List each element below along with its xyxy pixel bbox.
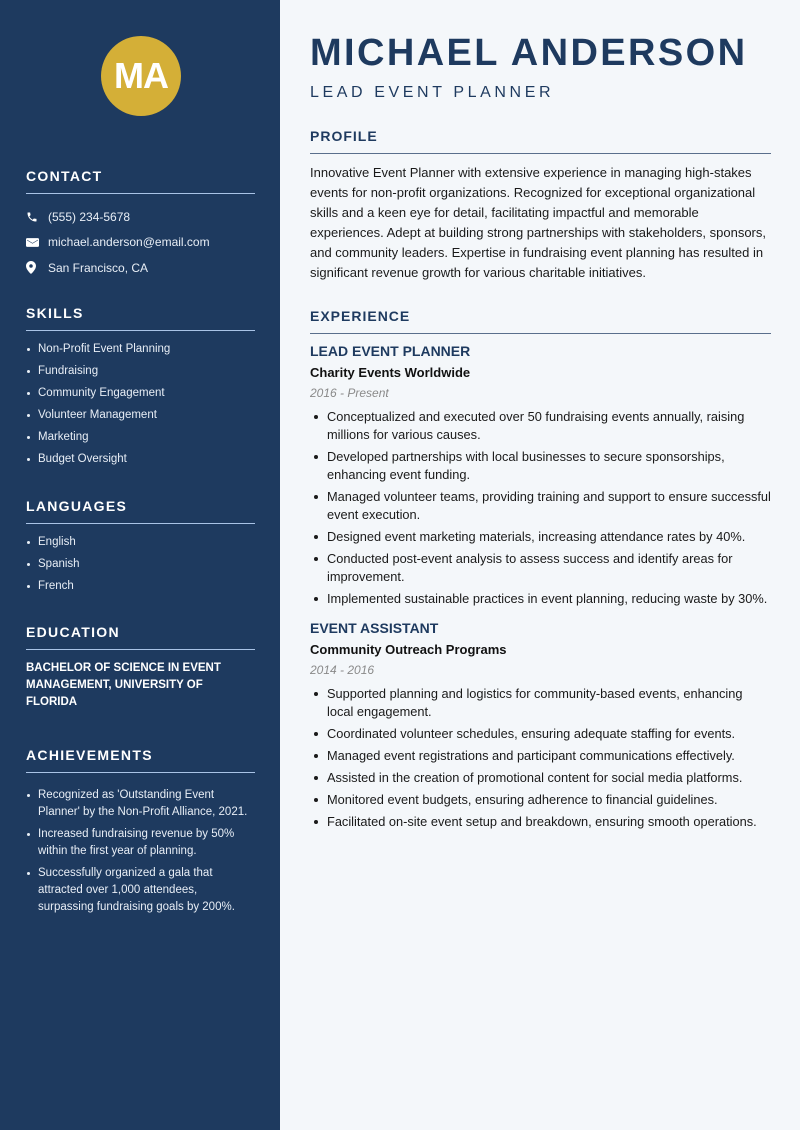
contact-phone	[26, 204, 255, 230]
job-title: LEAD EVENT PLANNER	[310, 343, 471, 359]
job-entry	[310, 343, 771, 608]
job-title: EVENT ASSISTANT	[310, 620, 439, 636]
job-bullets	[310, 685, 771, 831]
skills-section	[26, 305, 255, 473]
phone-icon	[26, 211, 48, 223]
job-bullet: Conducted post-event analysis to assess success and identify areas for improvement.	[310, 550, 771, 586]
experience-section	[310, 308, 771, 835]
job-dates: 2014 - 2016	[310, 663, 375, 677]
contact-heading: CONTACT	[26, 168, 255, 194]
job-bullet: Implemented sustainable practices in event planning, reducing waste by 30%.	[310, 590, 771, 608]
skill-item: Non-Profit Event Planning	[26, 341, 255, 358]
job-bullet: Monitored event budgets, ensuring adherence to financial guidelines.	[310, 791, 771, 809]
mail-icon	[26, 237, 48, 248]
job-dates: 2016 - Present	[310, 386, 389, 400]
language-item: English	[26, 534, 255, 551]
education-degree: BACHELOR OF SCIENCE IN EVENT MANAGEMENT, UNIVERSITY OF FLORIDA	[26, 662, 221, 708]
candidate-name: MICHAEL ANDERSON	[310, 32, 748, 74]
candidate-role: LEAD EVENT PLANNER	[310, 84, 555, 101]
job-bullet: Assisted in the creation of promotional content for social media platforms.	[310, 769, 771, 787]
achievement-item: Increased fundraising revenue by 50% within the first year of planning.	[26, 826, 255, 860]
experience-heading: EXPERIENCE	[310, 308, 771, 334]
profile-section	[310, 128, 771, 283]
job-bullets	[310, 408, 771, 608]
job-entry	[310, 620, 771, 831]
achievements-heading: ACHIEVEMENTS	[26, 747, 255, 773]
contact-location	[26, 255, 255, 281]
skills-list	[26, 341, 255, 468]
avatar	[101, 36, 181, 116]
job-bullet: Facilitated on-site event setup and breakdown, ensuring smooth operations.	[310, 813, 771, 831]
achievement-item: Recognized as 'Outstanding Event Planner' by the Non-Profit Alliance, 2021.	[26, 787, 255, 821]
location-value: San Francisco, CA	[48, 260, 149, 275]
education-heading: EDUCATION	[26, 624, 255, 650]
job-company: Charity Events Worldwide	[310, 365, 471, 380]
job-bullet: Coordinated volunteer schedules, ensuring adequate staffing for events.	[310, 725, 771, 743]
job-bullet: Managed volunteer teams, providing training and support to ensure successful event execution.	[310, 488, 771, 524]
job-bullet: Conceptualized and executed over 50 fundraising events annually, raising millions for various causes.	[310, 408, 771, 444]
skills-heading: SKILLS	[26, 305, 255, 331]
achievements-list	[26, 787, 255, 916]
location-pin-icon	[26, 261, 48, 274]
job-bullet: Designed event marketing materials, increasing attendance rates by 40%.	[310, 528, 771, 546]
avatar-initials: MA	[114, 55, 168, 96]
profile-heading: PROFILE	[310, 128, 771, 154]
skill-item: Community Engagement	[26, 385, 255, 402]
language-item: French	[26, 578, 255, 595]
achievement-item: Successfully organized a gala that attracted over 1,000 attendees, surpassing fundraising goals by 200%.	[26, 865, 255, 916]
sidebar	[0, 0, 280, 1130]
skill-item: Fundraising	[26, 363, 255, 380]
skill-item: Budget Oversight	[26, 451, 255, 468]
education-section	[26, 624, 255, 711]
languages-section	[26, 498, 255, 600]
job-bullet: Managed event registrations and participant communications effectively.	[310, 747, 771, 765]
contact-email	[26, 230, 255, 256]
contact-section	[26, 168, 255, 281]
email-value[interactable]: michael.anderson@email.com	[48, 235, 210, 250]
skill-item: Marketing	[26, 429, 255, 446]
languages-list	[26, 534, 255, 595]
achievements-section	[26, 747, 255, 921]
job-company: Community Outreach Programs	[310, 642, 507, 657]
skill-item: Volunteer Management	[26, 407, 255, 424]
language-item: Spanish	[26, 556, 255, 573]
profile-text: Innovative Event Planner with extensive experience in managing high-stakes events for non-profit organizations. Recognized for exceptional organizational skills and a keen eye for detail, facilitating impactful and memorable experiences. Adept at building strong partnerships with stakeholders, sponsors, and community leaders. Expertise in fundraising event planning has resulted in significant revenue growth for various charitable initiatives.	[310, 165, 766, 280]
languages-heading: LANGUAGES	[26, 498, 255, 524]
phone-value[interactable]: (555) 234-5678	[48, 209, 131, 224]
job-bullet: Developed partnerships with local businesses to secure sponsorships, enhancing event funding.	[310, 448, 771, 484]
job-bullet: Supported planning and logistics for community-based events, enhancing local engagement.	[310, 685, 771, 721]
